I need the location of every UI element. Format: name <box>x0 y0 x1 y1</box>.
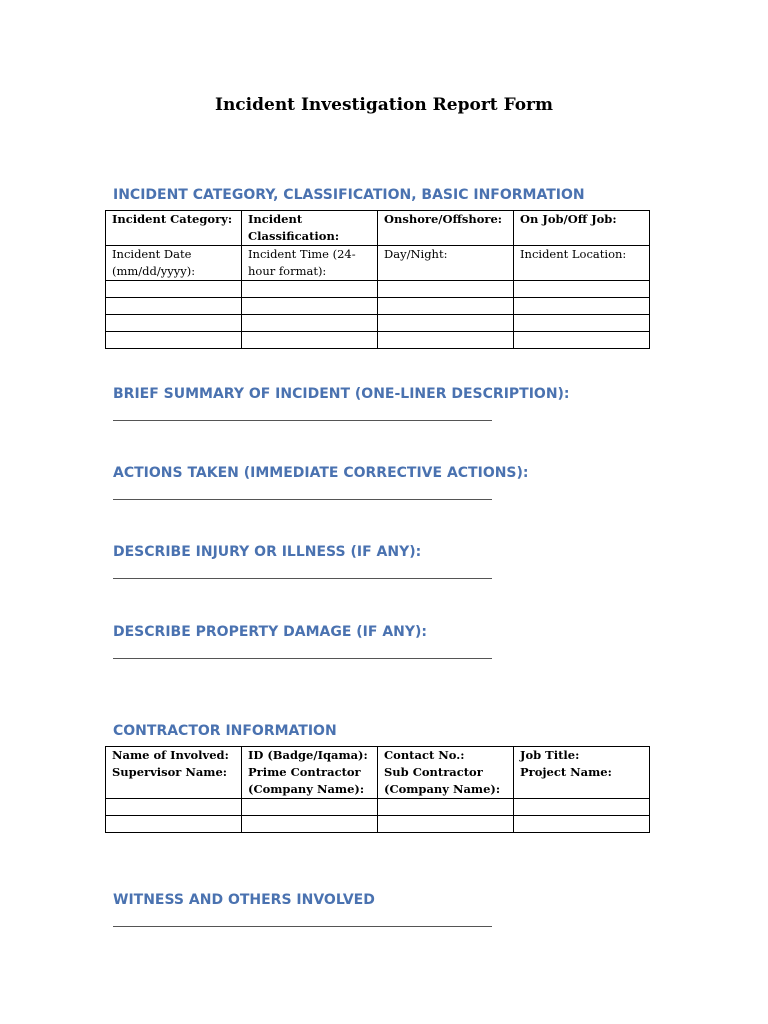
blank-cell[interactable] <box>106 816 242 833</box>
field-label: Supervisor Name: <box>112 765 228 779</box>
page-title: Incident Investigation Report Form <box>215 95 553 115</box>
contractor-info-table <box>105 746 650 833</box>
name-of-involved-field[interactable] <box>106 747 242 799</box>
table-row <box>106 799 650 816</box>
field-label: Incident Date (mm/dd/yyyy): <box>112 247 196 278</box>
section-heading-basic-info: INCIDENT CATEGORY, CLASSIFICATION, BASIC INFORMATION <box>113 187 585 203</box>
blank-cell[interactable] <box>378 298 514 315</box>
blank-cell[interactable] <box>514 298 650 315</box>
field-label: Onshore/Offshore: <box>384 212 503 226</box>
onshore-offshore-field[interactable] <box>378 211 514 246</box>
blank-cell[interactable] <box>242 816 378 833</box>
field-label: ID (Badge/Iqama): <box>248 748 368 762</box>
blank-cell[interactable] <box>378 315 514 332</box>
section-heading-brief-summary: BRIEF SUMMARY OF INCIDENT (ONE-LINER DESCRIPTION): <box>113 386 570 402</box>
table-row <box>106 332 650 349</box>
blank-cell[interactable] <box>378 281 514 298</box>
blank-cell[interactable] <box>242 281 378 298</box>
section-heading-actions-taken: ACTIONS TAKEN (IMMEDIATE CORRECTIVE ACTIONS): <box>113 465 529 481</box>
blank-cell[interactable] <box>106 315 242 332</box>
field-label: Contact No.: <box>384 748 465 762</box>
field-label: Name of Involved: <box>112 748 229 762</box>
blank-cell[interactable] <box>106 298 242 315</box>
incident-category-field[interactable] <box>106 211 242 246</box>
table-row <box>106 281 650 298</box>
section-heading-property-damage: DESCRIBE PROPERTY DAMAGE (IF ANY): <box>113 624 428 640</box>
contact-number-field[interactable] <box>378 747 514 799</box>
blank-cell[interactable] <box>514 799 650 816</box>
section-heading-contractor-info: CONTRACTOR INFORMATION <box>113 723 337 739</box>
blank-cell[interactable] <box>242 799 378 816</box>
incident-date-field[interactable] <box>106 246 242 281</box>
table-row <box>106 747 650 799</box>
field-label: Job Title: <box>520 748 580 762</box>
field-label: Incident Location: <box>520 247 627 261</box>
incident-location-field[interactable] <box>514 246 650 281</box>
id-badge-field[interactable] <box>242 747 378 799</box>
table-row <box>106 211 650 246</box>
brief-summary-answer-line[interactable] <box>113 420 492 421</box>
incident-classification-field[interactable] <box>242 211 378 246</box>
blank-cell[interactable] <box>106 332 242 349</box>
table-row <box>106 816 650 833</box>
blank-cell[interactable] <box>514 281 650 298</box>
field-label: On Job/Off Job: <box>520 212 617 226</box>
section-heading-injury-illness: DESCRIBE INJURY OR ILLNESS (IF ANY): <box>113 544 422 560</box>
blank-cell[interactable] <box>514 332 650 349</box>
field-label: Incident Category: <box>112 212 233 226</box>
blank-cell[interactable] <box>514 315 650 332</box>
section-heading-witness: WITNESS AND OTHERS INVOLVED <box>113 892 375 908</box>
blank-cell[interactable] <box>378 799 514 816</box>
blank-cell[interactable] <box>106 281 242 298</box>
blank-cell[interactable] <box>378 332 514 349</box>
property-damage-answer-line[interactable] <box>113 658 492 659</box>
field-label: Sub Contractor (Company Name): <box>384 765 501 796</box>
blank-cell[interactable] <box>242 332 378 349</box>
field-label: Incident Time (24-hour format): <box>248 247 356 278</box>
incident-time-field[interactable] <box>242 246 378 281</box>
table-row <box>106 246 650 281</box>
on-job-off-job-field[interactable] <box>514 211 650 246</box>
actions-taken-answer-line[interactable] <box>113 499 492 500</box>
field-label: Incident Classification: <box>248 212 340 243</box>
blank-cell[interactable] <box>242 298 378 315</box>
table-row <box>106 298 650 315</box>
field-label: Prime Contractor (Company Name): <box>248 765 365 796</box>
table-row <box>106 315 650 332</box>
blank-cell[interactable] <box>242 315 378 332</box>
blank-cell[interactable] <box>106 799 242 816</box>
basic-info-table <box>105 210 650 349</box>
day-night-field[interactable] <box>378 246 514 281</box>
blank-cell[interactable] <box>514 816 650 833</box>
field-label: Project Name: <box>520 765 612 779</box>
job-title-field[interactable] <box>514 747 650 799</box>
injury-illness-answer-line[interactable] <box>113 578 492 579</box>
field-label: Day/Night: <box>384 247 448 261</box>
witness-answer-line[interactable] <box>113 926 492 927</box>
blank-cell[interactable] <box>378 816 514 833</box>
